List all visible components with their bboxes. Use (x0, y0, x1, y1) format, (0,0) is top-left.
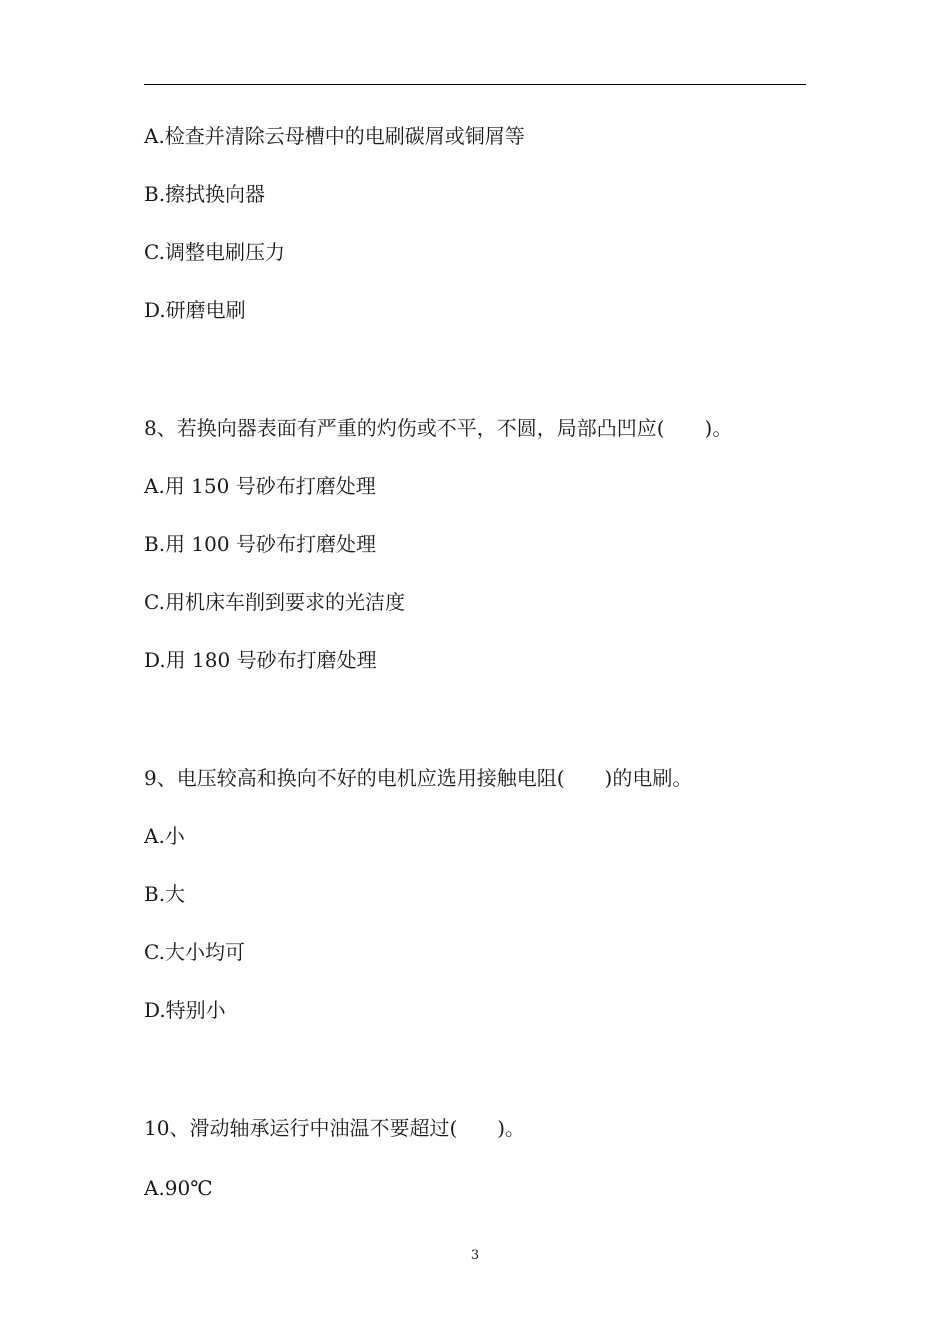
q10-option-a: A.90℃ (144, 1176, 213, 1200)
q9-option-d: D.特别小 (144, 998, 226, 1022)
q7-option-b: B.擦拭换向器 (144, 182, 266, 206)
q8-option-c: C.用机床车削到要求的光洁度 (144, 590, 405, 614)
q8-option-d: D.用 180 号砂布打磨处理 (144, 648, 377, 672)
q8-option-b: B.用 100 号砂布打磨处理 (144, 532, 376, 556)
q9-option-b: B.大 (144, 882, 186, 906)
q9-option-c: C.大小均可 (144, 940, 245, 964)
page-number: 3 (470, 1248, 480, 1263)
q7-option-a: A.检查并清除云母槽中的电刷碳屑或铜屑等 (144, 124, 525, 148)
header-rule (144, 84, 806, 85)
q7-option-d: D.研磨电刷 (144, 298, 246, 322)
q7-option-c: C.调整电刷压力 (144, 240, 285, 264)
q9-option-a: A.小 (144, 824, 185, 848)
q8-stem: 8、若换向器表面有严重的灼伤或不平，不圆，局部凸凹应( )。 (144, 416, 733, 440)
q10-stem: 10、滑动轴承运行中油温不要超过( )。 (144, 1116, 526, 1140)
q9-stem: 9、电压较高和换向不好的电机应选用接触电阻( )的电刷。 (144, 766, 693, 790)
q8-option-a: A.用 150 号砂布打磨处理 (144, 474, 376, 498)
